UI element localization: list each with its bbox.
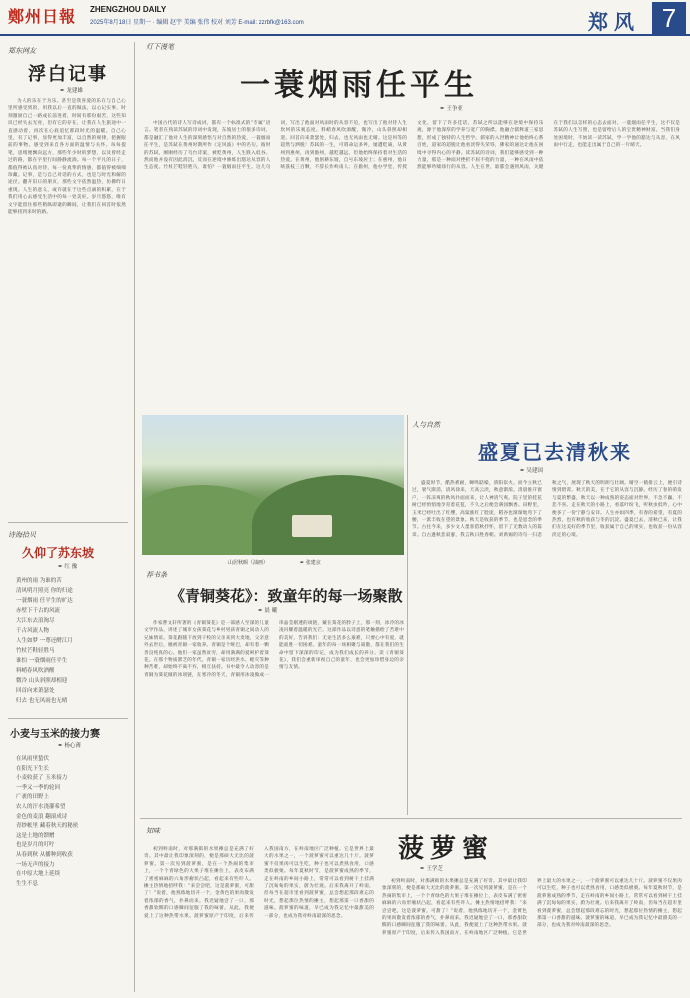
poem-line: 在阳光下生长 [16,765,50,772]
poem-line: 竹杖芒鞋轻胜马 [16,648,55,654]
poem-line: 一季又一季的轮回 [16,784,61,791]
poem-line: 赤壁下千古的风流 [16,608,61,614]
poem-line: 一蓑烟雨 任平生的旷达 [16,598,73,604]
center-top-body [144,120,680,412]
left-bottom-poem [16,755,126,889]
right-mid-body-text: 盛夏时节，酷热难耐，蝉鸣聒噪，骄阳似火。而今立秋已过，暑气渐消，清风徐来，天高云淡，秋意渐浓。清晨推开窗户，一阵凉爽的秋风扑面而来，让人神清气爽。院子里的桂花树已经悄悄地孕育着花苞，不久之后便会满园飘香。田野里，玉米已经吐出了红缨，高粱涨红了脸庞，稻谷也渐渐地弯下了腰，一派丰收在望的景象。秋天是收获的季节，也是思念的季节。古往今来，多少文人墨客借秋抒怀，留下了无数动人的篇章。自古逢秋悲寂寥，我言秋日胜春朝。刘禹锡的诗句一扫悲秋之气，展现了秋天的明朗与壮阔。晴空一鹤排云上，便引诗情到碧霄。秋天的美，在于它的从容与沉静。经历了春的萌发与夏的繁盛，秋天以一种成熟的姿态面对世界，不急不躁，不悲不喜。走在秋天的小路上，看落叶纷飞，听秋虫低吟，心中便多了一份宁静与安详。人生亦如四季，有春的希望，有夏的热烈，也有秋的收获与冬的沉淀。盛夏已去，清秋已来，让我们在这美好的季节里，收获属于自己的果实，也收获一份从容淡定的心境。 [412,481,682,538]
poem-line: 回首向来萧瑟处 [16,688,55,694]
poem-line: 黄州的雨 为谁的苦 [16,578,62,584]
poem-line: 清风明月照亮 你的归途 [16,588,73,594]
painting-house [292,515,332,537]
poem-line: 料峭春风吹酒醒 [16,668,55,674]
center-top-body-text: 中国古代的诗人写诗成词，都有一个标准式的“专属”语言。笔者在熟读苏轼的诗词中发现，东坡居士的很多诗词，都是融汇了他对人生的深刻感悟与对自然的热爱，一蓑烟雨任平生，是苏轼在黄州时期所作《定风波》中的名句。彼时的苏轼，刚刚经历了乌台诗案，被贬黄州，人生跌入低谷。然而他并没有因此消沉，反而在逆境中修炼出豁达从容的人生态度。竹杖芒鞋轻胜马，谁怕？一蓑烟雨任平生。这几句词，写出了他面对风雨时的从容不迫，也写出了他对待人生坎坷的乐观态度。料峭春风吹酒醒，微冷，山头斜照却相迎。回首向来萧瑟处，归去，也无风雨也无晴。这是何等的超然与洒脱！苏轼的一生，可谓命运多舛，屡遭贬谪，从黄州到惠州，再到儋州，越贬越远，但他始终保持着对生活的热爱。在黄州，他躬耕东坡，自号东坡居士；在惠州，他日啖荔枝三百颗，不辞长作岭南人；在儋州，他办学堂，传授文化，留下了许多佳话。苏轼之所以能够在逆境中保持乐观，源于他深厚的学养与宽广的胸襟。他融合儒释道三家思想，形成了独特的人生哲学。儒家的入世精神让他始终心系百姓，道家的超脱让他看淡得失荣辱，佛家的通达让他在困境中寻得内心的平静。读苏轼的诗词，我们能够感受到一种力量，那是一种面对挫折不屈不挠的力量，一种在风雨中依然能够吟啸徐行的从容。人生在世，谁都会遇到风雨，关键在于我们以怎样的心态去面对。一蓑烟雨任平生，这不仅是苏轼的人生写照，也是留给后人的宝贵精神财富。当我们身处困境时，不妨读一读苏轼，学一学他的豁达与从容，在风雨中行走，也能走出属于自己的一片晴天。 [144,121,680,171]
left-bottom-title: 小麦与玉米的接力赛 [10,729,100,740]
bottom-kicker: 知味 [146,827,160,835]
column-divider [134,42,135,992]
left-mid-poem [16,576,126,706]
poem-line: 生生不息 [16,880,39,887]
poem-line: 大江东去浪淘尽 [16,618,55,624]
bottom-body-right [382,878,682,992]
left-top-title: 浮白记事 [28,64,108,85]
poem-line: 一场无声的接力 [16,861,55,868]
center-mid-body-text: 作家曹文轩所著的《青铜葵花》是一部感人至深的儿童文学作品，讲述了城市女孩葵花与乡村男孩青铜之间动人的兄妹情谊。葵花跟随下放到干校的父亲来到大麦地，父亲意外去世后，她被青铜一家收养。青铜是个哑巴，却有着一颗善良纯真的心。他们一家虽然贫穷，却用满满的爱呵护着葵花。在那个物质匮乏的年代，青铜一家历经洪水、蝗灾等种种苦难，却始终不离不弃，相互扶持。书中最令人动容的是青铜为葵花做的冰项链，在寒冷的冬天，青铜用冰凌做成一串晶莹剔透的项链，戴在葵花的脖子上，那一刻，冰冷的冰凌闪耀着温暖的光芒。这部作品以诗意的笔触描绘了苦难中的美好，告诉我们：无论生活多么艰难，只要心中有爱，就能战胜一切困难。童年的每一场相聚与离散，都在我们的生命中留下深深的印记，成为我们成长的养分。读《青铜葵花》，我们会重新审视自己的童年，也会更加珍惜身边的亲情与友情。 [144,621,404,678]
left-bottom-byline: ✒ 杨心薄 [58,743,81,749]
poem-line: 归去 也无风雨也无晴 [16,698,68,704]
right-mid-body [412,480,682,812]
right-mid-kicker: 人与自然 [412,421,440,429]
bottom-body-left [144,846,374,992]
center-mid-title: 《青铜葵花》：致童年的每一场聚散 [170,587,403,605]
poem-line: 在风雨里蛰伏 [16,756,50,762]
poem-line: 金色的麦浪 翻滚成诗 [16,813,68,820]
left-mid-title: 久仰了苏东坡 [22,546,95,560]
divider [8,522,128,523]
center-top-title: 一蓑烟雨任平生 [240,68,478,103]
poem-line: 小麦收获了 玉米接力 [16,775,68,782]
photo-caption: 山居秋暝（油画） [228,560,269,566]
divider [140,818,682,819]
section-name: 郑风 [588,10,640,34]
center-top-kicker: 灯下漫笔 [146,43,174,51]
center-top-byline: ✒ 王争亚 [440,106,463,112]
poem-line: 千古风流人物 [16,628,50,634]
poem-line: 也是岁月的叮咛 [16,842,55,849]
left-mid-kicker: 诗海拾贝 [8,531,36,539]
bottom-body-text-continued: 初到岭南时，对那满街的水果摊总是充满了好奇。其中最让我印象深刻的，便是那硕大无比的菠萝蜜。第一次见到菠萝蜜，是在一个热闹的集市上，一个个青绿色的大果子堆在摊位上，表皮布满了密密麻麻的六角形瘤状凸起，看起来有些吓人。摊主热情地招呼我：“来尝尝吧，这是菠萝蜜，可甜了！”说着，他熟练地切开一个，金黄色的果肉散发着浓郁的香气，扑鼻而来。我迟疑地尝了一口，那香甜软糯的口感瞬间征服了我的味蕾。从此，我便爱上了这种热带水果。菠萝蜜原产于印度，后来传入我国南方，在岭南地区广泛种植。它是世界上最大的水果之一，一个菠萝蜜可以重达几十斤。菠萝蜜不仅果肉可以生吃，种子也可以煮熟食用，口感类似板栗。每年夏秋时节，是菠萝蜜成熟的季节，走在岭南的乡间小路上，常常可以看到树干上挂满了沉甸甸的果实，蔚为壮观。后来我离开了岭南，但每当在超市里看到菠萝蜜，总会想起那段难忘的时光，想起那位热情的摊主，想起那第一口香甜的滋味。菠萝蜜的味道，早已成为我记忆中最甜美的一部分，也成为我对岭南最深的思念。 [382,879,682,936]
left-top-body [8,98,126,518]
poem-line: 谁怕 一蓑烟雨任平生 [16,658,68,664]
right-mid-title: 盛夏已去清秋来 [478,440,632,464]
center-mid-byline: ✒ 晨 曦 [258,608,278,614]
paper-english-name: ZHENGZHOU DAILY [90,5,167,14]
left-top-body-text: 为人的乐在于为乐。甚至是我喜爱的乐在与自己心里所感受到的，用我以后一直的做法，以心记实事，时刻激励自己一路成长前进着，时间有那份艰苦，这些知识已经失去光亮，但有它的存在，让我在人生旅途中一直感动着，再次在心底追忆那段时光的温暖。自己心里，有了记事，显得更加丰富，以自然的规律，把握眼前的事物。感受到来自各方面的温情与关怀。每每提笔，思绪便飘向远方，那些年少时的梦想，以及曾经走过的路，都在字里行间静静流淌。每一个平凡的日子，都值得被认真对待，每一份真挚的情感，都值得被细细珍藏。记事，是与自己对话的方式，也是与时光和解的途径。翻开旧日的册页，那些文字依然温热，仿佛昨日重现。人生的意义，或许就在于这些点滴的积累，在于我们用心去感受生活中的每一处美好。岁月悠悠，唯有文字能留住那些稍纵即逝的瞬间，让我们在回首时依然能够找到来时的路。 [8,99,126,216]
column-divider [407,415,408,815]
landscape-painting [142,415,404,555]
masthead [0,0,690,36]
issue-line: 2025年8月18日 星期一 · 编辑 赵宇 美编 张伟 校对 刘芳 E-mail: zzrbfk@163.com [90,20,304,26]
bottom-byline: ✒ 王学芝 [420,866,443,872]
bottom-title: 菠萝蜜 [398,834,495,864]
left-top-byline: ✒ 龙建雄 [60,88,83,94]
poem-line: 从春到秋 从播种到收获 [16,851,73,858]
poem-line: 青纱帐里 藏着秋天的秘密 [16,823,79,830]
poem-line: 广袤的田野上 [16,794,50,801]
left-top-kicker: 郑东网友 [8,47,36,55]
poem-line: 人生如梦 一尊还酹江月 [16,638,73,644]
newspaper-logo: 鄭州日報 [8,7,77,26]
left-mid-byline: ✒ 红 豫 [58,564,78,570]
photo-credit: ✒ 张建京 [300,560,321,566]
right-mid-byline: ✒ 吴建国 [520,468,543,474]
center-mid-body [144,620,404,814]
bottom-body-text: 初到岭南时，对那满街的水果摊总是充满了好奇。其中最让我印象深刻的，便是那硕大无比的菠萝蜜。第一次见到菠萝蜜，是在一个热闹的集市上，一个个青绿色的大果子堆在摊位上，表皮布满了密密麻麻的六角形瘤状凸起，看起来有些吓人。摊主热情地招呼我：“来尝尝吧，这是菠萝蜜，可甜了！”说着，他熟练地切开一个，金黄色的果肉散发着浓郁的香气，扑鼻而来。我迟疑地尝了一口，那香甜软糯的口感瞬间征服了我的味蕾。从此，我便爱上了这种热带水果。菠萝蜜原产于印度，后来传入我国南方，在岭南地区广泛种植。它是世界上最大的水果之一，一个菠萝蜜可以重达几十斤。菠萝蜜不仅果肉可以生吃，种子也可以煮熟食用，口感类似板栗。每年夏秋时节，是菠萝蜜成熟的季节，走在岭南的乡间小路上，常常可以看到树干上挂满了沉甸甸的果实，蔚为壮观。后来我离开了岭南，但每当在超市里看到菠萝蜜，总会想起那段难忘的时光，想起那位热情的摊主，想起那第一口香甜的滋味。菠萝蜜的味道，早已成为我记忆中最甜美的一部分，也成为我对岭南最深的思念。 [144,847,374,919]
poem-line: 微冷 山头斜照却相迎 [16,678,68,684]
center-mid-kicker: 荐书条 [146,571,167,579]
poem-line: 农人的汗水浇灌希望 [16,803,66,810]
poem-line: 在中原大地上延续 [16,871,61,878]
page-number: 7 [652,2,686,34]
divider [8,718,128,719]
poem-line: 这是土地的馈赠 [16,832,55,839]
